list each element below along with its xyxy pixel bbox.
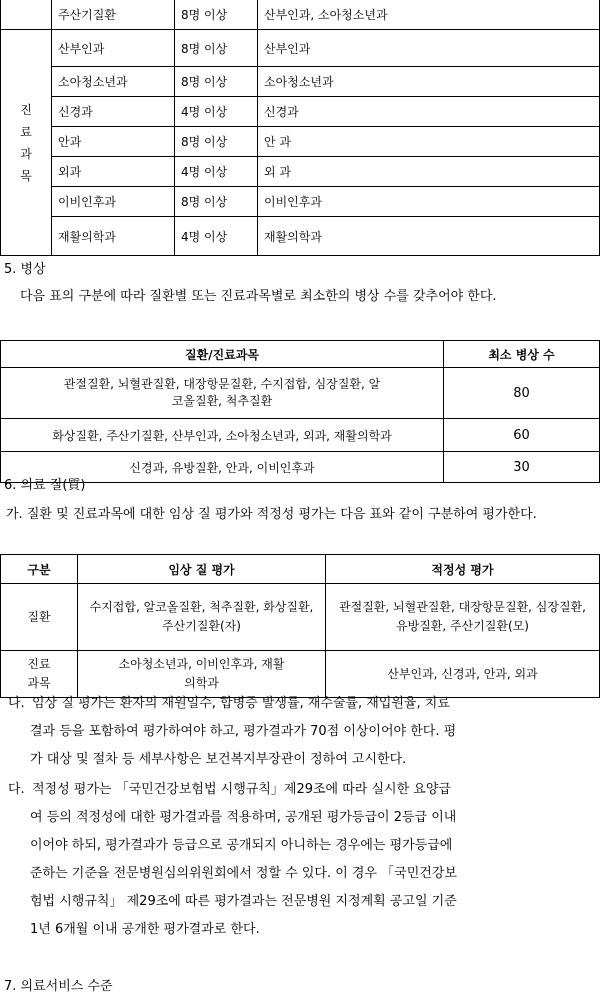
table-header-row — [1, 555, 600, 584]
table-row — [1, 30, 600, 67]
table-cell: 소아청소년과, 이비인후과, 재활의학과 — [78, 651, 326, 698]
list-item: 나. 임상 질 평가는 환자의 재원일수, 합병증 발생률, 재수술률, 재입원율, 치료 결과 등을 포함하여 평가하여야 하고, 평가결과가 70점 이상이어야 한다. 평 가 대상 및 절차 등 세부사항은 보건복지부장관이 정하여 고시한다. — [8, 696, 457, 767]
table-cell: 신경과 — [258, 97, 600, 127]
table-cell: 주산기질환 — [52, 0, 175, 30]
table-cell: 관절질환, 뇌혈관질환, 대장항문질환, 수지접합, 심장질환, 알코올질환, 척추질환 — [1, 368, 444, 419]
table-row — [1, 0, 600, 30]
table-row — [1, 419, 600, 452]
table-header-row — [1, 341, 600, 368]
table-cell: 8명 이상 — [175, 0, 258, 30]
section-title: 5. 병상 — [4, 262, 46, 277]
table-cell: 8명 이상 — [175, 187, 258, 217]
section-title: 7. 의료서비스 수준 — [4, 979, 113, 994]
table-cell: 4명 이상 — [175, 97, 258, 127]
table-cell: 재활의학과 — [52, 217, 175, 256]
table-cell: 60 — [444, 419, 600, 452]
section-title: 6. 의료 질(質) — [4, 478, 86, 493]
table-cell: 4명 이상 — [175, 217, 258, 256]
table-cell: 산부인과 — [258, 30, 600, 67]
table-cell: 30 — [444, 452, 600, 483]
side-label: 진 료 과 목 — [1, 30, 52, 256]
table-row — [1, 584, 600, 651]
table-cell: 이비인후과 — [258, 187, 600, 217]
specialty-staff-table — [0, 0, 600, 256]
table-cell — [1, 0, 52, 30]
min-beds-table — [0, 340, 600, 483]
table-row — [1, 187, 600, 217]
table-cell: 소아청소년과 — [52, 67, 175, 97]
table-cell: 외 과 — [258, 157, 600, 187]
table-cell: 안 과 — [258, 127, 600, 157]
table-row — [1, 452, 600, 483]
table-cell: 8명 이상 — [175, 67, 258, 97]
column-header: 구분 — [1, 555, 78, 584]
table-row — [1, 67, 600, 97]
table-cell: 산부인과, 소아청소년과 — [258, 0, 600, 30]
table-cell: 신경과 — [52, 97, 175, 127]
table-row — [1, 368, 600, 419]
column-header: 임상 질 평가 — [78, 555, 326, 584]
column-header: 적정성 평가 — [326, 555, 600, 584]
list-item: 다. 적정성 평가는 「국민건강보험법 시행규칙」제29조에 따라 실시한 요양급 여 등의 적정성에 대한 평가결과를 적용하며, 공개된 평가등급이 2등급 이내 이어야 하되, 평가결과가 등급으로 공개되지 아니하는 경우에는 평가등급에 준하는 기준을 전문병원심의위원회에서 정할 수 있다. 이 경우 「국민건강보 험법 시행규칙」 제29조에 따른 평가결과는 전문병원 지정계획 공고일 기준 1년 6개월 이내 공개한 평가결과로 한다. — [8, 782, 457, 937]
table-cell: 이비인후과 — [52, 187, 175, 217]
table-cell: 소아청소년과 — [258, 67, 600, 97]
table-cell: 8명 이상 — [175, 127, 258, 157]
table-cell: 신경과, 유방질환, 안과, 이비인후과 — [1, 452, 444, 483]
column-header: 질환/진료과목 — [1, 341, 444, 368]
table-cell: 재활의학과 — [258, 217, 600, 256]
paragraph: 다음 표의 구분에 따라 질환별 또는 진료과목별로 최소한의 병상 수를 갖추어야 한다. — [20, 289, 497, 304]
table-cell: 질환 — [1, 584, 78, 651]
table-row — [1, 157, 600, 187]
table-cell: 안과 — [52, 127, 175, 157]
table-cell: 수지접합, 알코올질환, 척추질환, 화상질환, 주산기질환(자) — [78, 584, 326, 651]
table-cell: 80 — [444, 368, 600, 419]
table-cell: 4명 이상 — [175, 157, 258, 187]
table-row — [1, 97, 600, 127]
paragraph: 가. 질환 및 진료과목에 대한 임상 질 평가와 적정성 평가는 다음 표와 같이 구분하여 평가한다. — [6, 507, 537, 522]
table-cell: 산부인과, 신경과, 안과, 외과 — [326, 651, 600, 698]
table-cell: 산부인과 — [52, 30, 175, 67]
table-cell: 진료 과목 — [1, 651, 78, 698]
table-row — [1, 217, 600, 256]
quality-evaluation-table — [0, 554, 600, 698]
column-header: 최소 병상 수 — [444, 341, 600, 368]
table-cell: 화상질환, 주산기질환, 산부인과, 소아청소년과, 외과, 재활의학과 — [1, 419, 444, 452]
table-cell: 관절질환, 뇌혈관질환, 대장항문질환, 심장질환, 유방질환, 주산기질환(모) — [326, 584, 600, 651]
table-cell: 외과 — [52, 157, 175, 187]
table-cell: 8명 이상 — [175, 30, 258, 67]
table-row — [1, 127, 600, 157]
